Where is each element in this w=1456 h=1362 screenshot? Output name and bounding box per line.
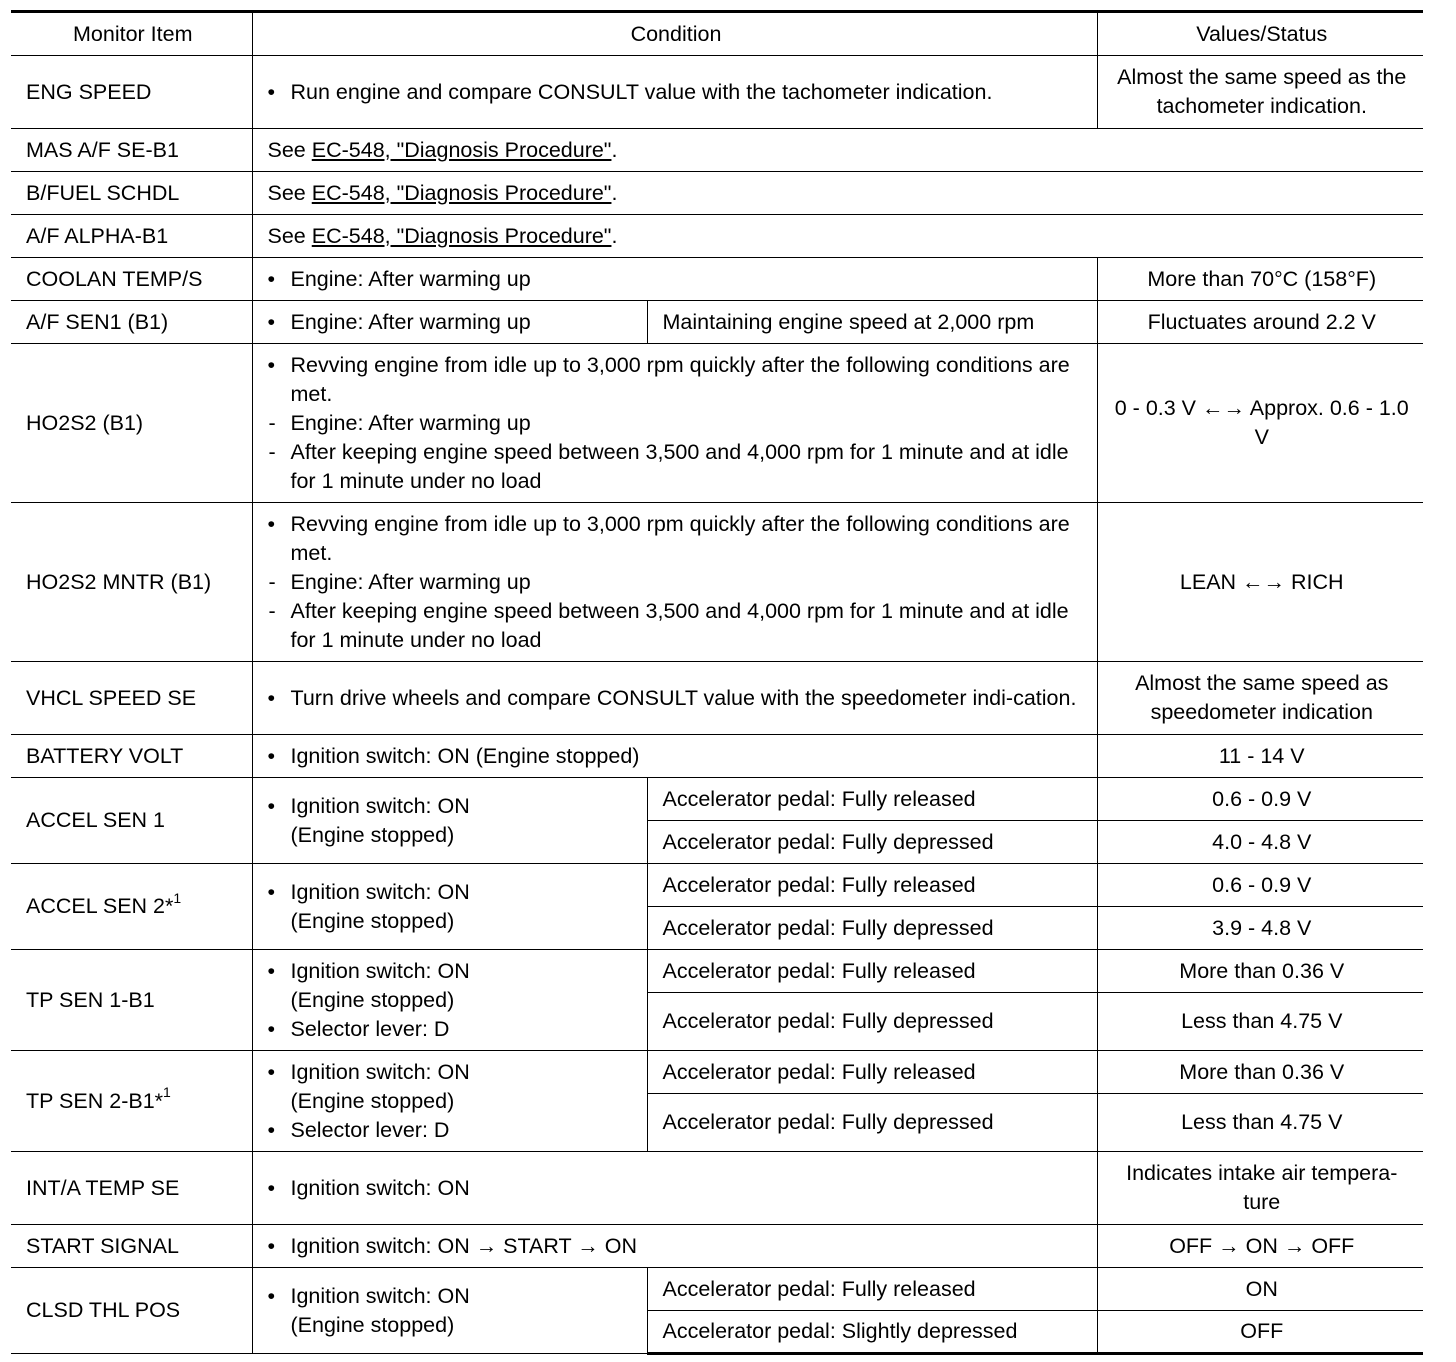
value-cell: 0.6 - 0.9 V — [1097, 864, 1423, 907]
value-cell: 4.0 - 4.8 V — [1097, 821, 1423, 864]
table-row — [11, 1268, 1423, 1311]
monitor-item: ENG SPEED — [11, 56, 252, 129]
header-values-status: Values/Status — [1097, 12, 1423, 56]
value-cell: More than 0.36 V — [1097, 1051, 1423, 1094]
value-cell: 11 - 14 V — [1097, 735, 1423, 778]
sub-condition-cell: Accelerator pedal: Fully released — [647, 1268, 1097, 1311]
table-header-row — [11, 12, 1423, 56]
condition-bullet: • Turn drive wheels and compare CONSULT value with the speedometer indi-cation. — [268, 684, 1085, 713]
table-row — [11, 215, 1423, 258]
monitor-item: HO2S2 (B1) — [11, 344, 252, 503]
condition-continuation: (Engine stopped) — [290, 1312, 455, 1337]
sub-condition-cell: Accelerator pedal: Fully released — [647, 864, 1097, 907]
condition-bullet: • Ignition switch: ON — [268, 1174, 1085, 1203]
monitor-item: INT/A TEMP SE — [11, 1152, 252, 1225]
sub-condition-cell: Maintaining engine speed at 2,000 rpm — [647, 301, 1097, 344]
condition-sub-item: - Engine: After warming up — [268, 409, 1085, 438]
see-reference-cell — [252, 172, 1423, 215]
sub-condition-cell: Accelerator pedal: Fully depressed — [647, 1094, 1097, 1152]
table-row — [11, 1225, 1423, 1268]
see-text: See — [267, 223, 306, 248]
condition-bullet: • Selector lever: D — [268, 1015, 635, 1044]
diagnosis-procedure-link[interactable]: EC-548, "Diagnosis Procedure" — [311, 180, 612, 205]
table-row — [11, 778, 1423, 821]
condition-bullet: • Ignition switch: ON (Engine stopped) — [268, 742, 1085, 771]
monitor-item: TP SEN 1-B1 — [11, 950, 252, 1051]
period: . — [611, 223, 618, 248]
monitor-item: START SIGNAL — [11, 1225, 252, 1268]
condition-bullet: • Run engine and compare CONSULT value with the tachometer indication. — [268, 78, 1085, 107]
table-row — [11, 258, 1423, 301]
see-reference-cell — [252, 129, 1423, 172]
condition-cell — [252, 1051, 647, 1152]
table-row — [11, 1051, 1423, 1094]
condition-cell — [252, 1152, 1097, 1225]
value-cell: OFF → ON → OFF — [1097, 1225, 1423, 1268]
monitor-item: A/F SEN1 (B1) — [11, 301, 252, 344]
diagnosis-procedure-link[interactable]: EC-548, "Diagnosis Procedure" — [311, 137, 612, 162]
condition-sub-item: - After keeping engine speed between 3,500 and 4,000 rpm for 1 minute and at idle for 1 minute under no load — [268, 438, 1085, 496]
condition-cell — [252, 56, 1097, 129]
value-cell: 0.6 - 0.9 V — [1097, 778, 1423, 821]
condition-cell — [252, 344, 1097, 503]
condition-bullet: • Revving engine from idle up to 3,000 rpm quickly after the following conditions are met. — [268, 351, 1085, 409]
monitor-spec-table — [11, 10, 1423, 1355]
condition-bullet: • Engine: After warming up — [268, 265, 1085, 294]
table-row — [11, 503, 1423, 662]
value-cell: 3.9 - 4.8 V — [1097, 907, 1423, 950]
condition-bullet: • Engine: After warming up — [268, 308, 635, 337]
condition-continuation: (Engine stopped) — [290, 1088, 455, 1113]
monitor-item: VHCL SPEED SE — [11, 662, 252, 735]
table-row — [11, 344, 1423, 503]
value-cell: LEAN ←→ RICH — [1097, 503, 1423, 662]
sub-condition-cell: Accelerator pedal: Fully depressed — [647, 993, 1097, 1051]
value-cell: Indicates intake air tempera-ture — [1097, 1152, 1423, 1225]
monitor-item — [11, 864, 252, 950]
see-text: See — [267, 137, 306, 162]
table-row — [11, 129, 1423, 172]
value-cell: 0 - 0.3 V ←→ Approx. 0.6 - 1.0 V — [1097, 344, 1423, 503]
table-row — [11, 56, 1423, 129]
monitor-item: A/F ALPHA-B1 — [11, 215, 252, 258]
monitor-item: B/FUEL SCHDL — [11, 172, 252, 215]
monitor-item-label: TP SEN 2-B1* — [26, 1088, 164, 1113]
sub-condition-cell: Accelerator pedal: Fully depressed — [647, 821, 1097, 864]
monitor-item: BATTERY VOLT — [11, 735, 252, 778]
condition-bullet: • Ignition switch: ON — [268, 878, 635, 907]
condition-cell — [252, 778, 647, 864]
value-cell: ON — [1097, 1268, 1423, 1311]
value-cell: OFF — [1097, 1311, 1423, 1354]
monitor-item: HO2S2 MNTR (B1) — [11, 503, 252, 662]
diagnosis-procedure-link[interactable]: EC-548, "Diagnosis Procedure" — [311, 223, 612, 248]
condition-sub-item: - Engine: After warming up — [268, 568, 1085, 597]
monitor-item-label: ACCEL SEN 2* — [26, 894, 174, 918]
sub-condition-cell: Accelerator pedal: Fully released — [647, 1051, 1097, 1094]
table-row — [11, 301, 1423, 344]
period: . — [611, 180, 618, 205]
footnote-marker: 1 — [163, 1084, 171, 1101]
condition-cell — [252, 503, 1097, 662]
sub-condition-cell: Accelerator pedal: Slightly depressed — [647, 1311, 1097, 1354]
table-row — [11, 662, 1423, 735]
condition-bullet: • Ignition switch: ON — [268, 957, 635, 986]
see-reference-cell — [252, 215, 1423, 258]
monitor-item: MAS A/F SE-B1 — [11, 129, 252, 172]
monitor-item: CLSD THL POS — [11, 1268, 252, 1354]
sub-condition-cell: Accelerator pedal: Fully released — [647, 778, 1097, 821]
condition-cell — [252, 258, 1097, 301]
table-row — [11, 1152, 1423, 1225]
condition-continuation: (Engine stopped) — [290, 908, 455, 933]
table-row — [11, 172, 1423, 215]
condition-bullet: • Ignition switch: ON — [268, 792, 635, 821]
footnote-marker: 1 — [173, 889, 182, 906]
sub-condition-cell: Accelerator pedal: Fully released — [647, 950, 1097, 993]
value-cell: Fluctuates around 2.2 V — [1097, 301, 1423, 344]
condition-cell — [252, 864, 647, 950]
table-row — [11, 864, 1423, 907]
condition-continuation: (Engine stopped) — [290, 987, 455, 1012]
condition-sub-item: - After keeping engine speed between 3,500 and 4,000 rpm for 1 minute and at idle for 1 minute under no load — [268, 597, 1085, 655]
sub-condition-cell: Accelerator pedal: Fully depressed — [647, 907, 1097, 950]
condition-cell — [252, 662, 1097, 735]
condition-bullet: • Selector lever: D — [268, 1116, 635, 1145]
value-cell: Almost the same speed as speedometer indication — [1097, 662, 1423, 735]
value-cell: Less than 4.75 V — [1097, 993, 1423, 1051]
header-condition: Condition — [252, 12, 1097, 56]
period: . — [611, 137, 618, 162]
condition-continuation: (Engine stopped) — [290, 822, 455, 847]
monitor-item: ACCEL SEN 1 — [11, 778, 252, 864]
value-cell: More than 0.36 V — [1097, 950, 1423, 993]
condition-bullet: • Ignition switch: ON → START → ON — [268, 1232, 1085, 1261]
see-text: See — [267, 180, 306, 205]
condition-cell — [252, 1225, 1097, 1268]
value-cell: Almost the same speed as the tachometer indication. — [1097, 56, 1423, 129]
condition-cell — [252, 1268, 647, 1354]
table-row — [11, 735, 1423, 778]
monitor-item — [11, 1051, 252, 1152]
header-monitor-item: Monitor Item — [11, 12, 252, 56]
value-cell: Less than 4.75 V — [1097, 1094, 1423, 1152]
condition-cell — [252, 301, 647, 344]
table-row — [11, 950, 1423, 993]
condition-bullet: • Ignition switch: ON — [268, 1282, 635, 1311]
value-cell: More than 70°C (158°F) — [1097, 258, 1423, 301]
condition-bullet: • Revving engine from idle up to 3,000 rpm quickly after the following conditions are met. — [268, 510, 1085, 568]
condition-cell — [252, 950, 647, 1051]
condition-bullet: • Ignition switch: ON — [268, 1058, 635, 1087]
monitor-item: COOLAN TEMP/S — [11, 258, 252, 301]
condition-cell — [252, 735, 1097, 778]
